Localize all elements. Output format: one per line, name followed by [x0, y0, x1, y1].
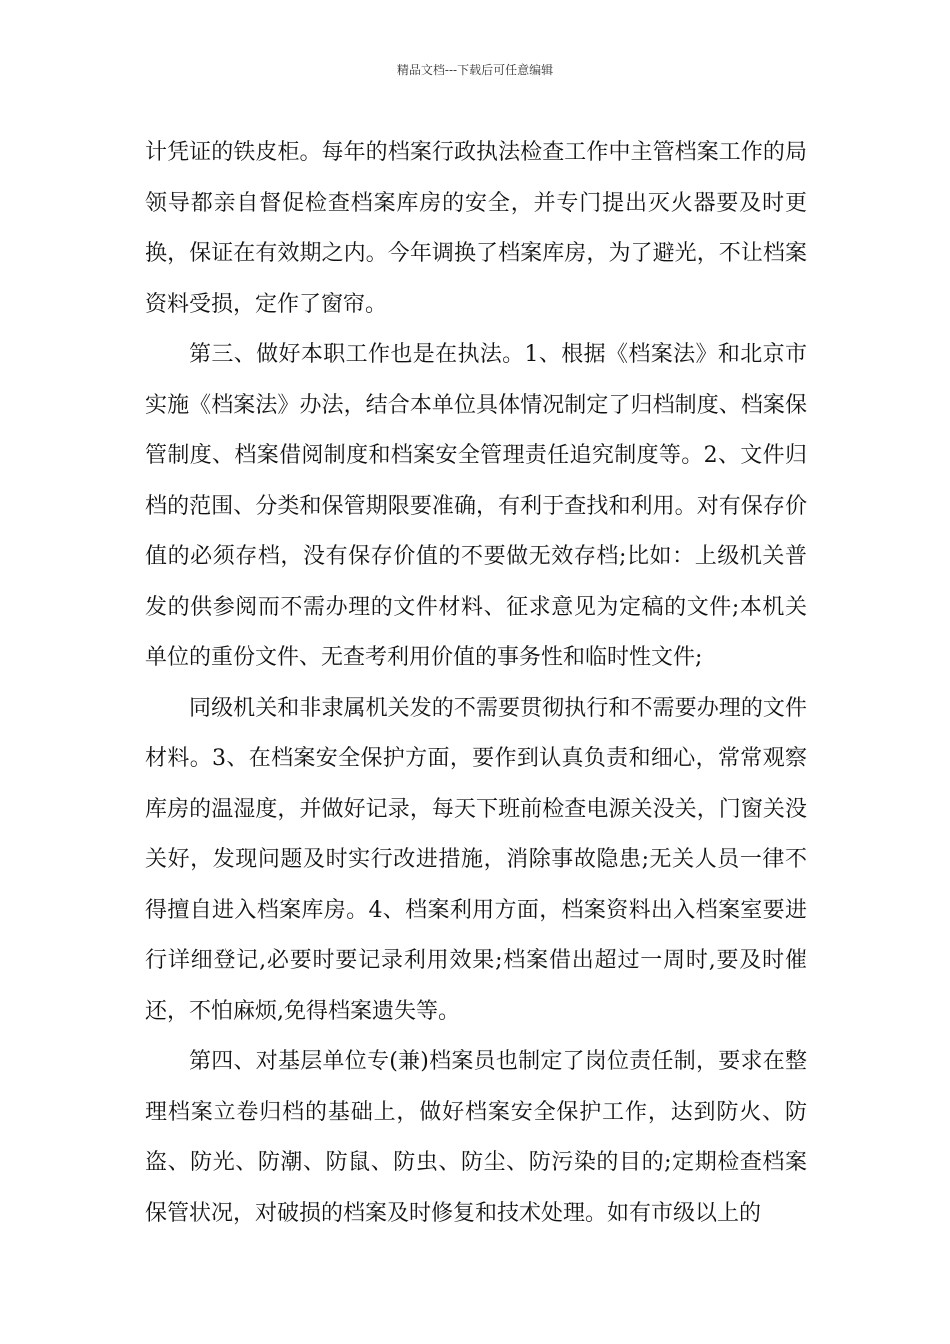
- paragraph-1: 计凭证的铁皮柜。每年的档案行政执法检查工作中主管档案工作的局领导都亲自督促检查档案库房的安全，并专门提出灭火器要及时更换，保证在有效期之内。今年调换了档案库房，为了避光，不让档案资料受损，定作了窗帘。: [145, 140, 807, 317]
- page-header: 精品文档---下载后可任意编辑: [396, 63, 554, 77]
- paragraph-3: 同级机关和非隶属机关发的不需要贯彻执行和不需要办理的文件材料。3、在档案安全保护方面，要作到认真负责和细心，常常观察库房的温湿度，并做好记录，每天下班前检查电源关没关，门窗关没关好，发现问题及时实行改进措施，消除事故隐患;无关人员一律不得擅自进入档案库房。4、档案利用方面，档案资料出入档案室要进行详细登记,必要时要记录利用效果;档案借出超过一周时,要及时催还，不怕麻烦,免得档案遗失等。: [145, 695, 807, 1024]
- paragraph-2: 第三、做好本职工作也是在执法。1、根据《档案法》和北京市实施《档案法》办法，结合本单位具体情况制定了归档制度、档案保管制度、档案借阅制度和档案安全管理责任追究制度等。2、文件归档的范围、分类和保管期限要准确，有利于查找和利用。对有保存价值的必须存档，没有保存价值的不要做无效存档;比如：上级机关普发的供参阅而不需办理的文件材料、征求意见为定稿的文件;本机关单位的重份文件、无查考利用价值的事务性和临时性文件;: [145, 342, 807, 670]
- paragraph-4: 第四、对基层单位专(兼)档案员也制定了岗位责任制，要求在整理档案立卷归档的基础上，做好档案安全保护工作，达到防火、防盗、防光、防潮、防鼠、防虫、防尘、防污染的目的;定期检查档案保管状况，对破损的档案及时修复和技术处理。如有市级以上的: [145, 1049, 807, 1226]
- document-body: [145, 128, 807, 1239]
